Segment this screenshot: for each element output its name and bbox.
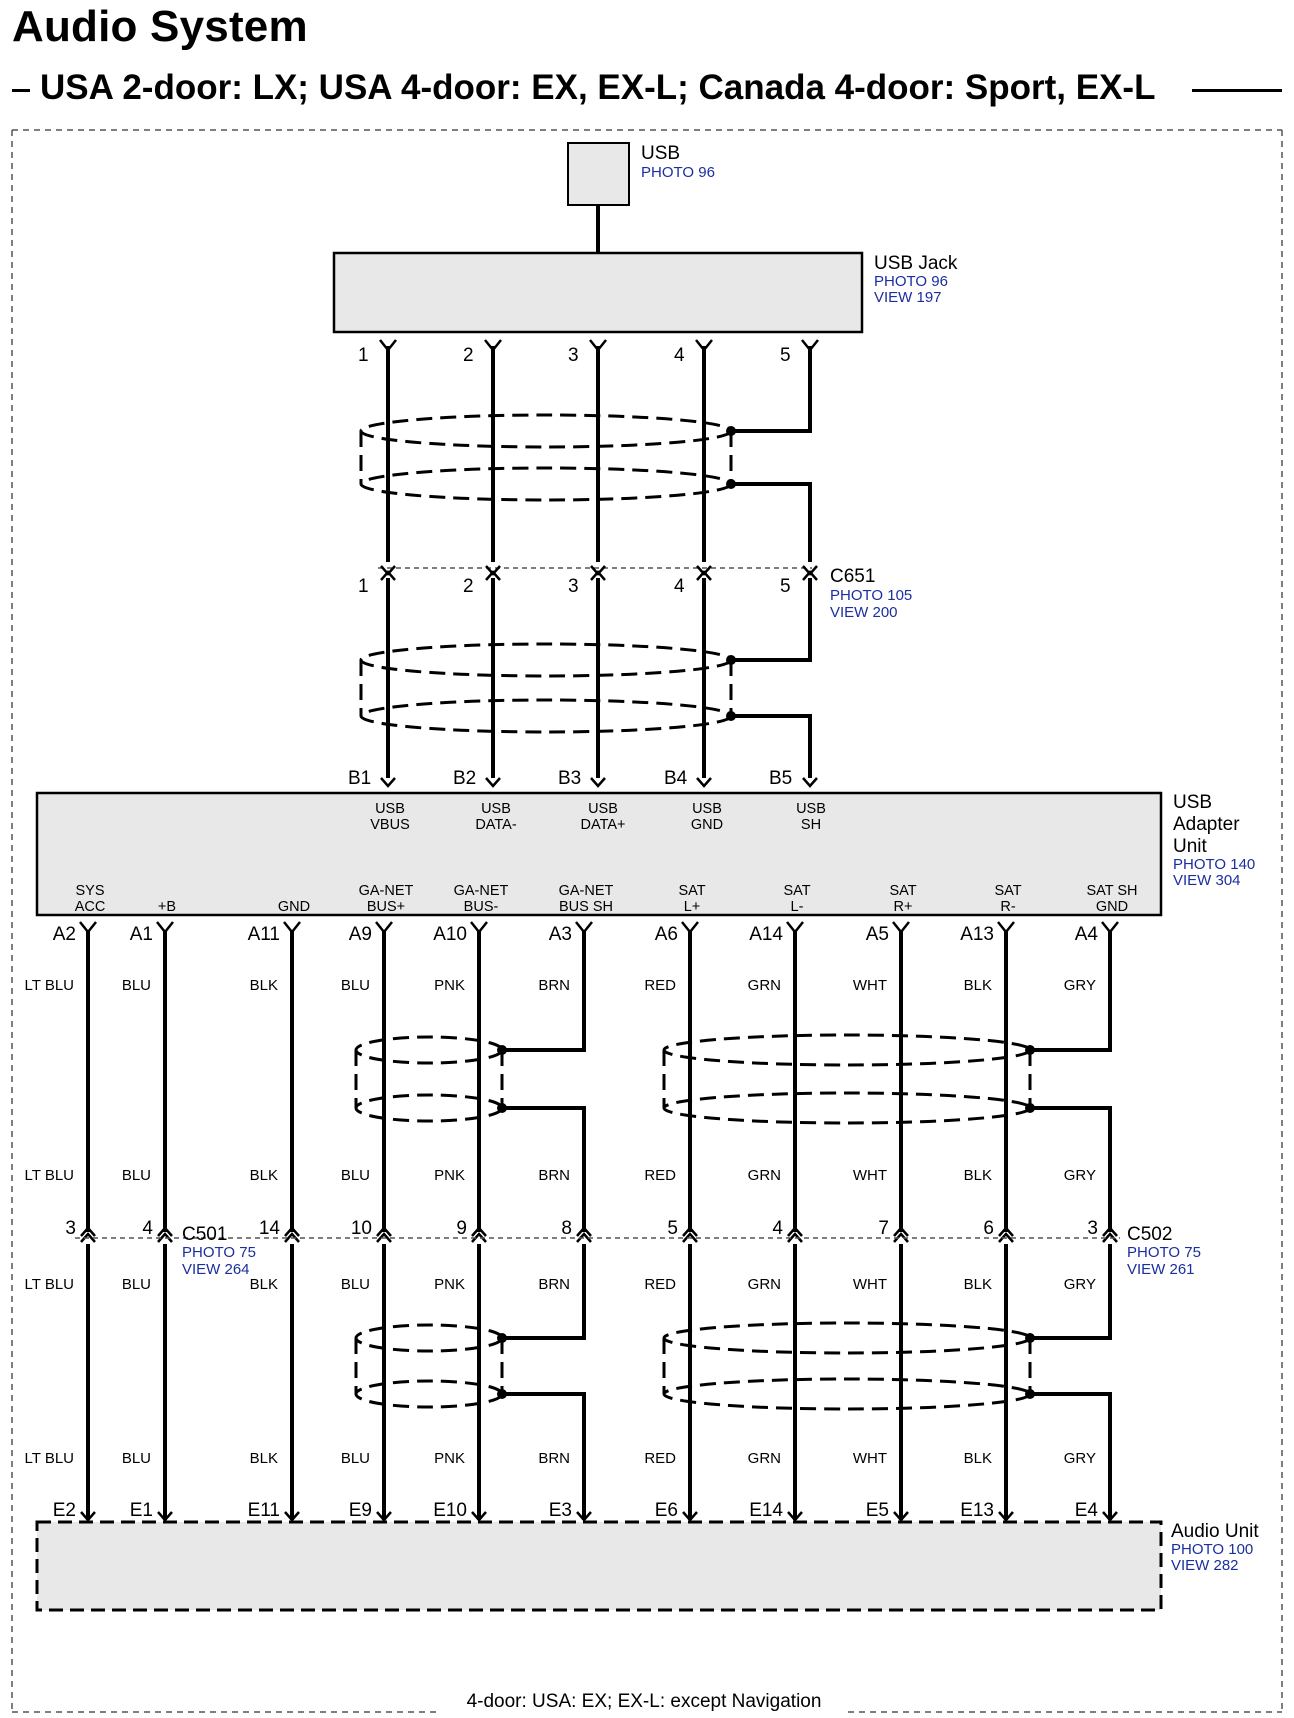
audio-pin-e2: E2 [52, 1500, 76, 1521]
adapter-term-bot-a3: BUS SH [559, 899, 613, 915]
adapter-term-bot-a1: +B [157, 899, 177, 915]
c651-pin-3: 3 [568, 576, 579, 597]
wire-color-a2-1: LT BLU [24, 977, 74, 994]
audio-pin-e4: E4 [1074, 1500, 1098, 1521]
usb-jack-photo-ref: PHOTO 96 [874, 273, 948, 290]
wire-color-a9-1: BLU [340, 977, 370, 994]
wire-color-a11-1: BLK [249, 977, 278, 994]
upper-shield-top-ground-dot [726, 426, 736, 436]
diagram-boundary [12, 130, 1282, 1712]
usb-label: USB [641, 143, 681, 164]
wire-color-a6-2: RED [644, 1167, 676, 1184]
c651-view-ref: VIEW 200 [830, 604, 898, 621]
term-usb-data-minus-1: USB [481, 801, 511, 817]
c651-pin-4: 4 [674, 576, 685, 597]
audio-pin-e11: E11 [247, 1500, 280, 1521]
adapter-pin-b5: B5 [769, 768, 793, 789]
term-usb-gnd-1: USB [692, 801, 722, 817]
c502-view-ref: VIEW 261 [1127, 1261, 1195, 1278]
wire-color-a14-3: GRN [747, 1276, 781, 1293]
term-usb-vbus-1: USB [375, 801, 405, 817]
term-usb-data-plus-2: DATA+ [580, 817, 626, 833]
wire-color-a13-1: BLK [963, 977, 992, 994]
adapter-term-top-a10: GA-NET [453, 883, 509, 899]
upper-shield-bottom-ground-dot [726, 655, 736, 665]
upper-wires [388, 346, 810, 778]
wire-color-a10-2: PNK [434, 1167, 465, 1184]
adapter-pin-a14: A14 [749, 924, 783, 945]
usb-adapter-label-2: Adapter [1173, 814, 1240, 835]
usb-jack-pin-4: 4 [674, 345, 685, 366]
page-subtitle: USA 2-door: LX; USA 4-door: EX, EX-L; Canada 4-door: Sport, EX-L [40, 68, 1156, 107]
c501-photo-ref: PHOTO 75 [182, 1244, 256, 1261]
fork-a-a13 [998, 922, 1014, 932]
wire-color-a10-3: PNK [434, 1276, 465, 1293]
adapter-pin-a2: A2 [52, 924, 76, 945]
wire-color-a2-4: LT BLU [24, 1450, 74, 1467]
fork-a-a9 [376, 922, 392, 932]
wire-color-a4-4: GRY [1063, 1450, 1096, 1467]
c5-pin-a6: 5 [667, 1218, 678, 1239]
adapter-pin-a13: A13 [960, 924, 994, 945]
audio-pin-e1: E1 [129, 1500, 153, 1521]
usb-jack-pin-2: 2 [463, 345, 474, 366]
fork-a-a11 [284, 922, 300, 932]
term-usb-gnd-2: GND [690, 817, 724, 833]
wire-color-a14-2: GRN [747, 1167, 781, 1184]
c5-pin-a1: 4 [142, 1218, 153, 1239]
adapter-pin-b1: B1 [348, 768, 372, 789]
wire-color-a5-1: WHT [852, 977, 887, 994]
sat-shield-lower [664, 1323, 1030, 1409]
usb-jack-box [334, 253, 862, 332]
wire-color-a14-1: GRN [747, 977, 781, 994]
usb-device-box [568, 143, 629, 205]
wire-color-a10-1: PNK [434, 977, 465, 994]
adapter-pin-a5: A5 [865, 924, 889, 945]
c5-pin-a9: 10 [350, 1218, 372, 1239]
adapter-term-top-a9: GA-NET [358, 883, 414, 899]
audio-pin-e3: E3 [548, 1500, 572, 1521]
usb-adapter-view-ref: VIEW 304 [1173, 872, 1241, 889]
adapter-pin-a9: A9 [348, 924, 372, 945]
upper-shield-bottom [361, 644, 731, 732]
term-usb-data-minus-2: DATA- [475, 817, 517, 833]
wire-color-a11-4: BLK [249, 1450, 278, 1467]
adapter-term-bot-a9: BUS+ [366, 899, 406, 915]
adapter-term-bot-a6: L+ [683, 899, 701, 915]
adapter-term-bot-a2: ACC [74, 899, 106, 915]
c5-pin-a4: 3 [1087, 1218, 1098, 1239]
adapter-pin-a3: A3 [548, 924, 572, 945]
audio-pin-e6: E6 [654, 1500, 678, 1521]
wire-color-a6-4: RED [644, 1450, 676, 1467]
fork-a-a1 [157, 922, 173, 932]
wire-color-a1-3: BLU [121, 1276, 151, 1293]
c5-pin-a2: 3 [65, 1218, 76, 1239]
wire-color-a5-3: WHT [852, 1276, 887, 1293]
wire-color-a10-4: PNK [434, 1450, 465, 1467]
wire-color-a2-2: LT BLU [24, 1167, 74, 1184]
adapter-pin-a6: A6 [654, 924, 678, 945]
usb-jack-pin-1: 1 [358, 345, 369, 366]
lower-labels [25, 883, 1138, 1562]
usb-jack-pin-5: 5 [780, 345, 791, 366]
usb-jack-pin-3: 3 [568, 345, 579, 366]
audio-pin-e10: E10 [433, 1500, 467, 1521]
audio-pin-e13: E13 [960, 1500, 994, 1521]
c651-pin-1: 1 [358, 576, 369, 597]
adapter-term-top-a3: GA-NET [558, 883, 614, 899]
usb-jack-label: USB Jack [874, 253, 958, 274]
term-usb-data-plus-1: USB [588, 801, 618, 817]
usb-adapter-photo-ref: PHOTO 140 [1173, 856, 1256, 873]
c651-label: C651 [830, 566, 876, 587]
wire-color-a11-2: BLK [249, 1167, 278, 1184]
audio-pin-e9: E9 [348, 1500, 372, 1521]
wire-color-a6-1: RED [644, 977, 676, 994]
fork-a-a14 [787, 922, 803, 932]
usb-photo-ref: PHOTO 96 [641, 164, 715, 181]
wire-color-a6-3: RED [644, 1276, 676, 1293]
audio-unit-photo-ref: PHOTO 100 [1171, 1541, 1254, 1558]
c5-pin-a14: 4 [772, 1218, 783, 1239]
fork-a-a3 [576, 922, 592, 932]
wire-color-a1-2: BLU [121, 1167, 151, 1184]
wire-color-a3-4: BRN [538, 1450, 570, 1467]
c501-label: C501 [182, 1224, 228, 1245]
adapter-term-bot-a10: BUS- [463, 899, 499, 915]
footer-note: 4-door: USA: EX; EX-L: except Navigation [466, 1691, 822, 1712]
adapter-pin-b2: B2 [453, 768, 477, 789]
adapter-term-top-a4: SAT SH [1086, 883, 1138, 899]
adapter-pin-b4: B4 [664, 768, 688, 789]
adapter-term-bot-a14: L- [790, 899, 804, 915]
lower-wires [80, 922, 1118, 1520]
wire-color-a9-3: BLU [340, 1276, 370, 1293]
adapter-term-top-a14: SAT [783, 883, 811, 899]
wire-color-a14-4: GRN [747, 1450, 781, 1467]
audio-unit-box [37, 1522, 1161, 1610]
page-title: Audio System [12, 2, 308, 51]
c5-pin-a5: 7 [878, 1218, 889, 1239]
adapter-term-top-a13: SAT [994, 883, 1022, 899]
adapter-pin-a10: A10 [433, 924, 467, 945]
c501-view-ref: VIEW 264 [182, 1261, 250, 1278]
upper-shield-top [361, 415, 731, 500]
wire-color-a3-2: BRN [538, 1167, 570, 1184]
fork-a-a2 [80, 922, 96, 932]
adapter-term-bot-a5: R+ [893, 899, 913, 915]
c651-pin-5: 5 [780, 576, 791, 597]
upper-shield-bottom-ground-dot-2 [726, 711, 736, 721]
usb-jack-view-ref: VIEW 197 [874, 289, 942, 306]
adapter-pin-a4: A4 [1074, 924, 1098, 945]
audio-unit-view-ref: VIEW 282 [1171, 1557, 1239, 1574]
wire-color-a9-2: BLU [340, 1167, 370, 1184]
adapter-term-bot-a13: R- [1000, 899, 1016, 915]
shield-ground-dots [497, 1045, 1035, 1399]
wire-color-a1-1: BLU [121, 977, 151, 994]
c651-pin-2: 2 [463, 576, 474, 597]
adapter-term-top-a2: SYS [75, 883, 105, 899]
c502-photo-ref: PHOTO 75 [1127, 1244, 1201, 1261]
wire-color-a4-3: GRY [1063, 1276, 1096, 1293]
wire-color-a4-2: GRY [1063, 1167, 1096, 1184]
wire-color-a13-2: BLK [963, 1167, 992, 1184]
wire-color-a5-4: WHT [852, 1450, 887, 1467]
adapter-pin-a1: A1 [129, 924, 153, 945]
c5-pin-a3: 8 [561, 1218, 572, 1239]
c651-photo-ref: PHOTO 105 [830, 587, 913, 604]
wire-color-a9-4: BLU [340, 1450, 370, 1467]
wire-color-a13-3: BLK [963, 1276, 992, 1293]
c5-pin-a13: 6 [983, 1218, 994, 1239]
wire-color-a13-4: BLK [963, 1450, 992, 1467]
c5-pin-a11: 14 [258, 1218, 280, 1239]
fork-a-a10 [471, 922, 487, 932]
wire-color-a5-2: WHT [852, 1167, 887, 1184]
c502-label: C502 [1127, 1224, 1173, 1245]
wire-color-a1-4: BLU [121, 1450, 151, 1467]
adapter-pin-b3: B3 [558, 768, 582, 789]
adapter-pin-a11: A11 [247, 924, 280, 945]
wire-color-a3-3: BRN [538, 1276, 570, 1293]
term-usb-vbus-2: VBUS [370, 817, 410, 833]
usb-adapter-label-3: Unit [1173, 836, 1207, 857]
term-usb-sh-1: USB [796, 801, 826, 817]
sat-shield-upper [664, 1035, 1030, 1123]
fork-a-a5 [893, 922, 909, 932]
wire-color-a11-3: BLK [249, 1276, 278, 1293]
wire-color-a2-3: LT BLU [24, 1276, 74, 1293]
audio-pin-e5: E5 [865, 1500, 889, 1521]
adapter-term-top-a6: SAT [678, 883, 706, 899]
usb-adapter-label-1: USB [1173, 792, 1213, 813]
audio-unit-label: Audio Unit [1171, 1521, 1259, 1542]
adapter-term-bot-a4: GND [1095, 899, 1129, 915]
fork-a-a4 [1102, 922, 1118, 932]
wire-color-a4-1: GRY [1063, 977, 1096, 994]
adapter-term-top-a5: SAT [889, 883, 917, 899]
audio-pin-e14: E14 [749, 1500, 783, 1521]
term-usb-sh-2: SH [800, 817, 822, 833]
fork-a-a6 [682, 922, 698, 932]
c5-pin-a10: 9 [456, 1218, 467, 1239]
wire-color-a3-1: BRN [538, 977, 570, 994]
adapter-term-bot-a11: GND [277, 899, 311, 915]
upper-shield-top-ground-dot-2 [726, 479, 736, 489]
